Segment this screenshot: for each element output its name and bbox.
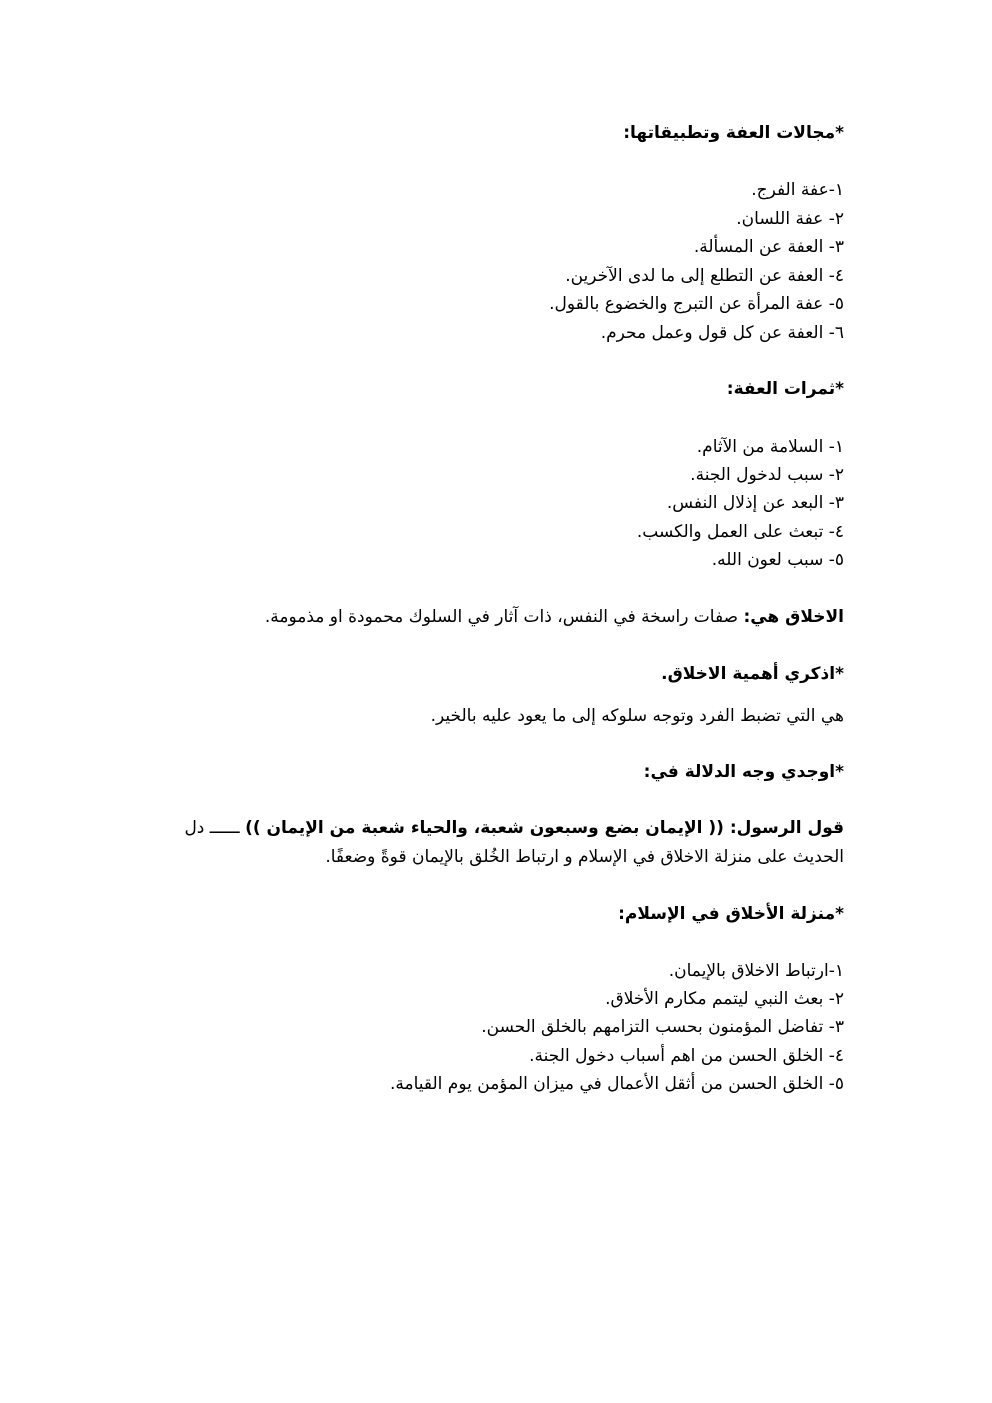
list-item: ٣- البعد عن إذلال النفس. <box>666 493 844 513</box>
list-item: ١- السلامة من الآثام. <box>696 437 844 457</box>
dash-separator: ــــــ <box>204 818 246 838</box>
section-heading-evidence: *اوجدي وجه الدلالة في: <box>643 762 844 782</box>
evidence-line-2: الحديث على منزلة الاخلاق في الإسلام و ارتباط الخُلق بالإيمان قوةً وضعفًا. <box>325 847 844 867</box>
section-heading-importance: *اذكري أهمية الاخلاق. <box>661 664 844 684</box>
section-heading-chastity-fields: *مجالات العفة وتطبيقاتها: <box>623 123 844 143</box>
list-item: ٤- الخلق الحسن من اهم أسباب دخول الجنة. <box>529 1046 844 1066</box>
list-item: ٣- تفاضل المؤمنون بحسب التزامهم بالخلق الحسن. <box>481 1017 844 1037</box>
list-item: ١-عفة الفرج. <box>751 180 844 200</box>
list-item: ٢- عفة اللسان. <box>736 209 844 229</box>
list-item: ٢- سبب لدخول الجنة. <box>690 465 844 485</box>
list-item: ٤- العفة عن التطلع إلى ما لدى الآخرين. <box>565 266 844 286</box>
section-heading-ethics-status: *منزلة الأخلاق في الإسلام: <box>618 904 844 924</box>
list-item: ١-ارتباط الاخلاق بالإيمان. <box>668 961 844 981</box>
hadith-quote: قول الرسول: (( الإيمان بضع وسبعون شعبة، والحياء شعبة من الإيمان )) <box>245 818 844 838</box>
definition-paragraph <box>265 603 844 632</box>
list-item: ٤- تبعث على العمل والكسب. <box>636 522 844 542</box>
evidence-line-1 <box>184 814 844 843</box>
list-item: ٥- عفة المرأة عن التبرج والخضوع بالقول. <box>549 294 844 314</box>
list-item: ٥- الخلق الحسن من أثقل الأعمال في ميزان المؤمن يوم القيامة. <box>389 1074 844 1094</box>
definition-label: الاخلاق هي: <box>743 607 844 627</box>
section-heading-chastity-fruits: *ثمرات العفة: <box>726 379 844 399</box>
list-item: ٣- العفة عن المسألة. <box>693 237 844 257</box>
list-item: ٢- بعث النبي ليتمم مكارم الأخلاق. <box>605 989 844 1009</box>
list-item: ٦- العفة عن كل قول وعمل محرم. <box>600 323 844 343</box>
evidence-line-1-tail: دل <box>184 818 205 838</box>
definition-text: صفات راسخة في النفس، ذات آثار في السلوك محمودة او مذمومة. <box>264 607 744 627</box>
list-item: ٥- سبب لعون الله. <box>711 550 844 570</box>
importance-answer: هي التي تضبط الفرد وتوجه سلوكه إلى ما يعود عليه بالخير. <box>430 706 844 726</box>
